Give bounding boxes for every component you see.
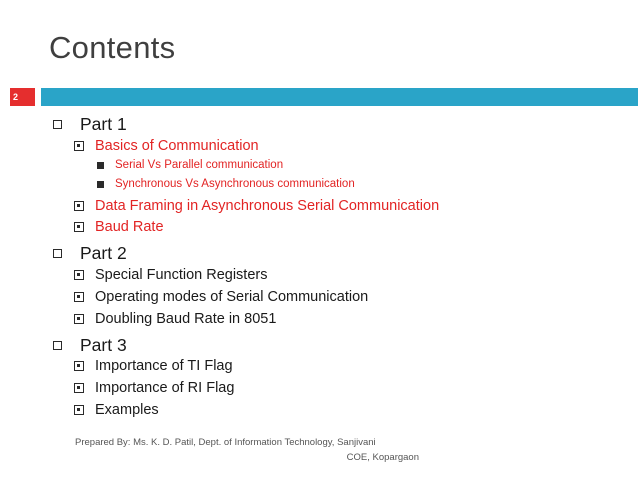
outline-item: [74, 138, 259, 154]
outline-item: [74, 289, 368, 305]
outline-item: [53, 335, 127, 356]
outline-item: [74, 358, 233, 374]
outline-item-text: Baud Rate: [95, 219, 164, 235]
outline-item-text: Importance of TI Flag: [95, 358, 233, 374]
outline-item: [74, 219, 164, 235]
outline-item: [97, 178, 355, 190]
outline-item: [97, 159, 283, 171]
outline-item: [74, 311, 276, 327]
outline-item-text: Special Function Registers: [95, 267, 268, 283]
slide-number-badge: [10, 88, 35, 106]
outline-item-text: Basics of Communication: [95, 138, 259, 154]
outline-item-text: Part 2: [80, 243, 127, 263]
square-bullet-icon: [53, 341, 62, 350]
boxed-bullet-icon: [74, 383, 84, 393]
outline-item: [53, 243, 127, 264]
outline-item-text: Data Framing in Asynchronous Serial Communication: [95, 198, 440, 214]
outline-item: [74, 198, 439, 214]
footer-line: Prepared By: Ms. K. D. Patil, Dept. of Information Technology, Sanjivani: [75, 437, 376, 448]
boxed-bullet-icon: [74, 270, 84, 280]
filled-square-bullet-icon: [97, 181, 104, 188]
outline-item-text: Part 1: [80, 114, 127, 134]
outline-item: [53, 114, 127, 135]
outline-item-text: Part 3: [80, 335, 127, 355]
outline-item-text: Doubling Baud Rate in 8051: [95, 311, 277, 327]
title-divider-bar: [41, 88, 638, 106]
outline-item: [74, 267, 267, 283]
slide-number: 2: [13, 92, 19, 102]
slide-title: Contents: [49, 30, 176, 65]
boxed-bullet-icon: [74, 405, 84, 415]
boxed-bullet-icon: [74, 361, 84, 371]
outline-item-text: Operating modes of Serial Communication: [95, 289, 369, 305]
outline-item-text: Synchronous Vs Asynchronous communication: [115, 178, 355, 190]
boxed-bullet-icon: [74, 314, 84, 324]
boxed-bullet-icon: [74, 222, 84, 232]
boxed-bullet-icon: [74, 141, 84, 151]
outline-item: [74, 402, 159, 418]
slide-footer: [75, 435, 419, 465]
footer-line: COE, Kopargaon: [346, 452, 419, 463]
square-bullet-icon: [53, 120, 62, 129]
outline-item-text: Examples: [95, 402, 159, 418]
outline-item: [74, 380, 234, 396]
outline-item-text: Serial Vs Parallel communication: [115, 159, 284, 171]
boxed-bullet-icon: [74, 292, 84, 302]
boxed-bullet-icon: [74, 201, 84, 211]
filled-square-bullet-icon: [97, 162, 104, 169]
outline-item-text: Importance of RI Flag: [95, 380, 235, 396]
square-bullet-icon: [53, 249, 62, 258]
